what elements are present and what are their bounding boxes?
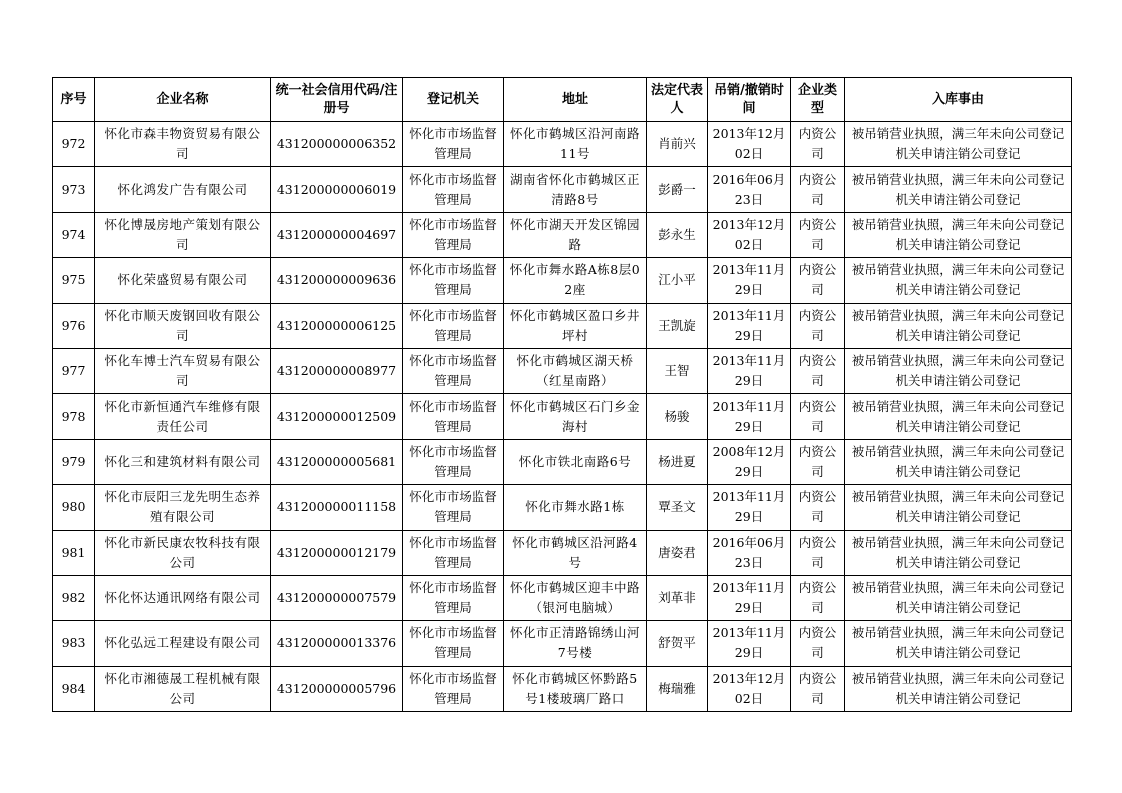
cell-date: 2013年11月29日	[708, 485, 791, 530]
header-rep: 法定代表人	[647, 78, 708, 122]
cell-authority: 怀化市市场监督管理局	[403, 394, 504, 439]
cell-rep: 肖前兴	[647, 122, 708, 167]
cell-name: 怀化车博士汽车贸易有限公司	[95, 348, 271, 393]
cell-code: 431200000007579	[271, 575, 403, 620]
header-authority: 登记机关	[403, 78, 504, 122]
cell-authority: 怀化市市场监督管理局	[403, 575, 504, 620]
cell-rep: 彭爵一	[647, 167, 708, 212]
cell-seq: 984	[53, 666, 95, 711]
cell-rep: 覃圣文	[647, 485, 708, 530]
cell-rep: 唐姿君	[647, 530, 708, 575]
cell-address: 怀化市正清路锦绣山河7号楼	[504, 621, 647, 666]
table-row	[53, 485, 1072, 530]
cell-seq: 978	[53, 394, 95, 439]
cell-rep: 彭永生	[647, 212, 708, 257]
cell-code: 431200000013376	[271, 621, 403, 666]
cell-code: 431200000012509	[271, 394, 403, 439]
table-row	[53, 167, 1072, 212]
header-name: 企业名称	[95, 78, 271, 122]
table-row	[53, 122, 1072, 167]
cell-rep: 杨进夏	[647, 439, 708, 484]
cell-reason: 被吊销营业执照，满三年未向公司登记机关申请注销公司登记	[845, 258, 1072, 303]
cell-address: 怀化市鹤城区怀黔路5号1楼玻璃厂路口	[504, 666, 647, 711]
cell-reason: 被吊销营业执照，满三年未向公司登记机关申请注销公司登记	[845, 348, 1072, 393]
cell-name: 怀化市顺天废钢回收有限公司	[95, 303, 271, 348]
cell-type: 内资公司	[791, 485, 845, 530]
cell-reason: 被吊销营业执照，满三年未向公司登记机关申请注销公司登记	[845, 485, 1072, 530]
cell-reason: 被吊销营业执照，满三年未向公司登记机关申请注销公司登记	[845, 122, 1072, 167]
revoked-enterprise-table	[52, 77, 1072, 712]
cell-name: 怀化三和建筑材料有限公司	[95, 439, 271, 484]
cell-address: 怀化市舞水路1栋	[504, 485, 647, 530]
cell-reason: 被吊销营业执照，满三年未向公司登记机关申请注销公司登记	[845, 394, 1072, 439]
cell-seq: 976	[53, 303, 95, 348]
cell-date: 2013年12月02日	[708, 122, 791, 167]
header-code: 统一社会信用代码/注册号	[271, 78, 403, 122]
cell-address: 怀化市铁北南路6号	[504, 439, 647, 484]
table-header-row	[53, 78, 1072, 122]
cell-authority: 怀化市市场监督管理局	[403, 666, 504, 711]
cell-authority: 怀化市市场监督管理局	[403, 348, 504, 393]
cell-reason: 被吊销营业执照，满三年未向公司登记机关申请注销公司登记	[845, 439, 1072, 484]
table-row	[53, 394, 1072, 439]
header-type: 企业类型	[791, 78, 845, 122]
table-row	[53, 212, 1072, 257]
table-row	[53, 666, 1072, 711]
cell-code: 431200000012179	[271, 530, 403, 575]
cell-code: 431200000006352	[271, 122, 403, 167]
cell-name: 怀化鸿发广告有限公司	[95, 167, 271, 212]
cell-code: 431200000004697	[271, 212, 403, 257]
cell-code: 431200000009636	[271, 258, 403, 303]
table-row	[53, 258, 1072, 303]
cell-type: 内资公司	[791, 122, 845, 167]
cell-seq: 972	[53, 122, 95, 167]
cell-type: 内资公司	[791, 348, 845, 393]
cell-code: 431200000008977	[271, 348, 403, 393]
cell-type: 内资公司	[791, 303, 845, 348]
cell-type: 内资公司	[791, 530, 845, 575]
cell-name: 怀化博晟房地产策划有限公司	[95, 212, 271, 257]
cell-code: 431200000006019	[271, 167, 403, 212]
cell-date: 2013年12月02日	[708, 212, 791, 257]
table-row	[53, 348, 1072, 393]
cell-type: 内资公司	[791, 167, 845, 212]
cell-type: 内资公司	[791, 621, 845, 666]
cell-reason: 被吊销营业执照，满三年未向公司登记机关申请注销公司登记	[845, 530, 1072, 575]
cell-address: 怀化市鹤城区沿河南路11号	[504, 122, 647, 167]
cell-seq: 980	[53, 485, 95, 530]
cell-seq: 973	[53, 167, 95, 212]
table-row	[53, 621, 1072, 666]
cell-name: 怀化弘远工程建设有限公司	[95, 621, 271, 666]
table-row	[53, 303, 1072, 348]
cell-rep: 江小平	[647, 258, 708, 303]
cell-name: 怀化市森丰物资贸易有限公司	[95, 122, 271, 167]
cell-authority: 怀化市市场监督管理局	[403, 167, 504, 212]
cell-type: 内资公司	[791, 258, 845, 303]
cell-seq: 974	[53, 212, 95, 257]
cell-address: 怀化市湖天开发区锦园路	[504, 212, 647, 257]
cell-authority: 怀化市市场监督管理局	[403, 212, 504, 257]
cell-code: 431200000005681	[271, 439, 403, 484]
cell-authority: 怀化市市场监督管理局	[403, 122, 504, 167]
cell-address: 怀化市舞水路A栋8层02座	[504, 258, 647, 303]
cell-date: 2013年11月29日	[708, 621, 791, 666]
cell-seq: 982	[53, 575, 95, 620]
cell-date: 2016年06月23日	[708, 530, 791, 575]
cell-seq: 981	[53, 530, 95, 575]
cell-address: 怀化市鹤城区湖天桥（红星南路）	[504, 348, 647, 393]
cell-reason: 被吊销营业执照，满三年未向公司登记机关申请注销公司登记	[845, 621, 1072, 666]
cell-date: 2013年11月29日	[708, 575, 791, 620]
cell-code: 431200000011158	[271, 485, 403, 530]
cell-seq: 983	[53, 621, 95, 666]
cell-reason: 被吊销营业执照，满三年未向公司登记机关申请注销公司登记	[845, 575, 1072, 620]
table-row	[53, 530, 1072, 575]
cell-date: 2013年12月02日	[708, 666, 791, 711]
cell-code: 431200000005796	[271, 666, 403, 711]
cell-address: 怀化市鹤城区盈口乡井坪村	[504, 303, 647, 348]
header-reason: 入库事由	[845, 78, 1072, 122]
cell-rep: 梅瑞雅	[647, 666, 708, 711]
cell-rep: 刘革非	[647, 575, 708, 620]
header-date: 吊销/撤销时间	[708, 78, 791, 122]
cell-name: 怀化荣盛贸易有限公司	[95, 258, 271, 303]
cell-date: 2008年12月29日	[708, 439, 791, 484]
cell-name: 怀化市新恒通汽车维修有限责任公司	[95, 394, 271, 439]
cell-rep: 杨骏	[647, 394, 708, 439]
cell-type: 内资公司	[791, 212, 845, 257]
cell-authority: 怀化市市场监督管理局	[403, 530, 504, 575]
cell-authority: 怀化市市场监督管理局	[403, 621, 504, 666]
cell-name: 怀化怀达通讯网络有限公司	[95, 575, 271, 620]
cell-reason: 被吊销营业执照，满三年未向公司登记机关申请注销公司登记	[845, 167, 1072, 212]
cell-name: 怀化市新民康农牧科技有限公司	[95, 530, 271, 575]
header-seq: 序号	[53, 78, 95, 122]
cell-rep: 王智	[647, 348, 708, 393]
cell-date: 2013年11月29日	[708, 258, 791, 303]
cell-address: 怀化市鹤城区迎丰中路（银河电脑城）	[504, 575, 647, 620]
cell-authority: 怀化市市场监督管理局	[403, 303, 504, 348]
cell-date: 2013年11月29日	[708, 348, 791, 393]
cell-date: 2013年11月29日	[708, 394, 791, 439]
cell-seq: 979	[53, 439, 95, 484]
cell-authority: 怀化市市场监督管理局	[403, 439, 504, 484]
cell-reason: 被吊销营业执照，满三年未向公司登记机关申请注销公司登记	[845, 303, 1072, 348]
header-address: 地址	[504, 78, 647, 122]
cell-rep: 王凯旋	[647, 303, 708, 348]
cell-address: 怀化市鹤城区石门乡金海村	[504, 394, 647, 439]
cell-type: 内资公司	[791, 439, 845, 484]
cell-type: 内资公司	[791, 394, 845, 439]
cell-rep: 舒贺平	[647, 621, 708, 666]
cell-code: 431200000006125	[271, 303, 403, 348]
cell-address: 湖南省怀化市鹤城区正清路8号	[504, 167, 647, 212]
cell-name: 怀化市湘德晟工程机械有限公司	[95, 666, 271, 711]
cell-address: 怀化市鹤城区沿河路4号	[504, 530, 647, 575]
cell-authority: 怀化市市场监督管理局	[403, 485, 504, 530]
cell-date: 2016年06月23日	[708, 167, 791, 212]
cell-name: 怀化市辰阳三龙先明生态养殖有限公司	[95, 485, 271, 530]
cell-authority: 怀化市市场监督管理局	[403, 258, 504, 303]
table-row	[53, 575, 1072, 620]
cell-seq: 975	[53, 258, 95, 303]
cell-seq: 977	[53, 348, 95, 393]
table-row	[53, 439, 1072, 484]
cell-reason: 被吊销营业执照，满三年未向公司登记机关申请注销公司登记	[845, 212, 1072, 257]
cell-type: 内资公司	[791, 575, 845, 620]
cell-date: 2013年11月29日	[708, 303, 791, 348]
cell-type: 内资公司	[791, 666, 845, 711]
cell-reason: 被吊销营业执照，满三年未向公司登记机关申请注销公司登记	[845, 666, 1072, 711]
